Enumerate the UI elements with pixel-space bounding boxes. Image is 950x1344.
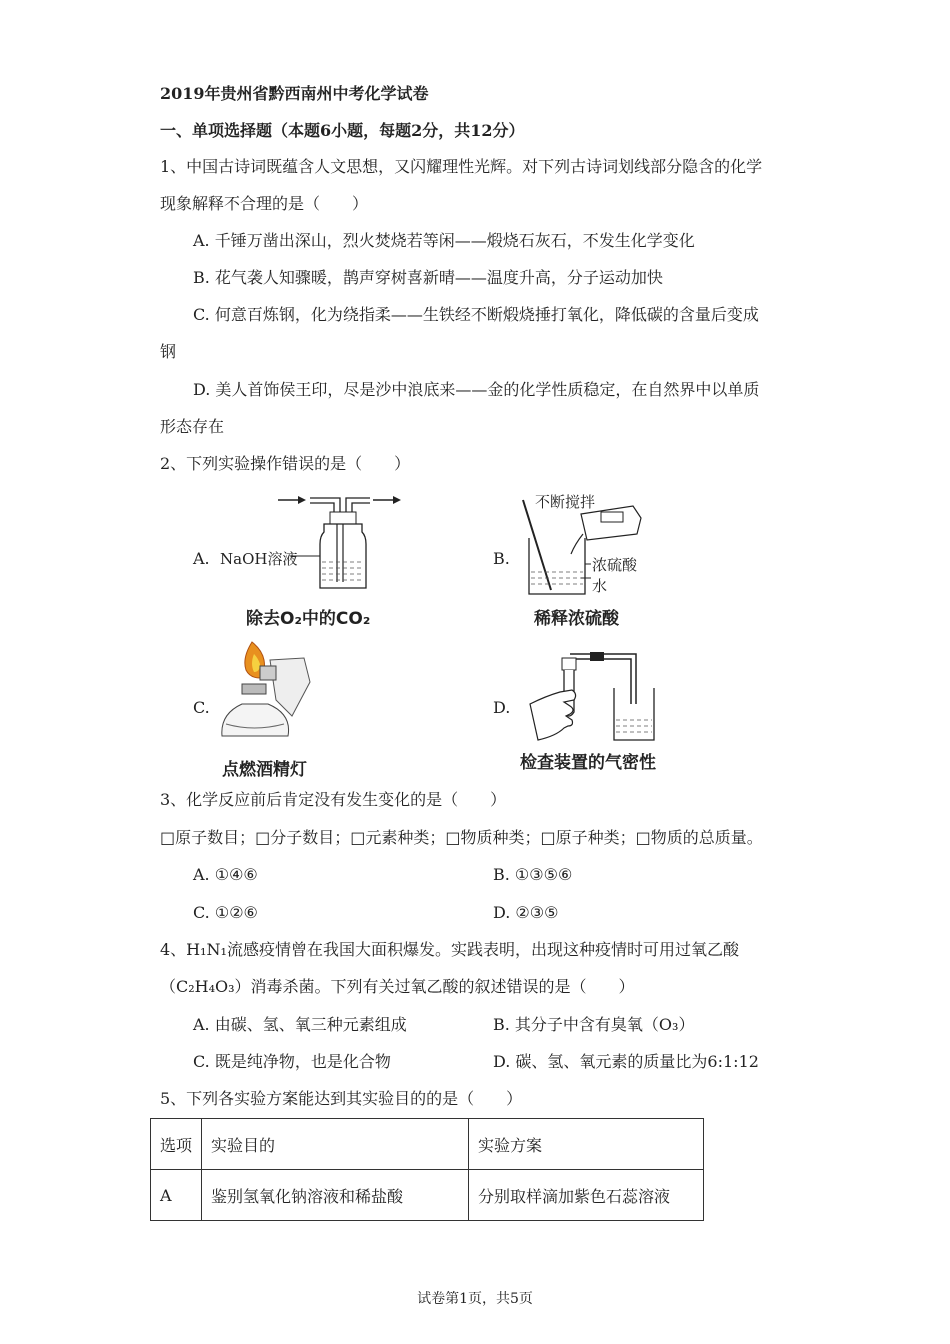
water-label: 水 [592,577,608,595]
figure-c-caption: 点燃酒精灯 [222,760,307,780]
q4-option-b: B. 其分子中含有臭氧（O₃） [493,1015,695,1034]
header-option: 选项 [151,1119,202,1170]
q1-option-b: B. 花气袭人知骤暖，鹊声穿树喜新晴——温度升高，分子运动加快 [193,268,663,287]
q1-option-c-line2: 钢 [160,342,177,361]
q4-option-c: C. 既是纯净物，也是化合物 [193,1052,391,1071]
q4-option-d: D. 碳、氢、氧元素的质量比为6:1:12 [493,1052,759,1071]
q1-option-d-line2: 形态存在 [160,417,225,436]
q2-option-a-letter: A. [193,549,210,568]
q3-option-a: A. ①④⑥ [193,865,258,884]
row-plan: 分别取样滴加紫色石蕊溶液 [469,1170,704,1221]
q3-option-d: D. ②③⑤ [493,903,559,922]
row-option: A [151,1170,202,1221]
page-footer: 试卷第1页，共5页 [417,1291,533,1307]
gas-washing-bottle-figure [270,490,410,600]
q1-option-d-line1: D. 美人首饰侯王印，尽是沙中浪底来——金的化学性质稳定，在自然界中以单质 [193,380,760,399]
header-purpose: 实验目的 [202,1119,469,1170]
q3-option-b: B. ①③⑤⑥ [493,865,573,884]
q2-option-b-letter: B. [493,549,510,568]
header-plan: 实验方案 [469,1119,704,1170]
q2-stem: 2、下列实验操作错误的是（ ） [160,454,411,473]
q5-stem: 5、下列各实验方案能达到其实验目的的是（ ） [160,1089,523,1108]
q3-option-c: C. ①②⑥ [193,903,258,922]
row-purpose: 鉴别氢氧化钠溶液和稀盐酸 [202,1170,469,1221]
experiment-table [150,1118,704,1221]
q4-option-a: A. 由碳、氢、氧三种元素组成 [193,1015,407,1034]
table-header-row [151,1119,704,1170]
q1-stem-line1: 1、中国古诗词既蕴含人文思想，又闪耀理性光辉。对下列古诗词划线部分隐含的化学 [160,157,763,176]
alcohol-lamp-figure [212,638,322,750]
q2-option-c-letter: C. [193,698,210,717]
figure-a-caption: 除去O₂中的CO₂ [246,609,371,629]
figure-b-caption: 稀释浓硫酸 [534,609,619,629]
stir-label: 不断搅拌 [535,493,596,511]
q4-stem-line2: （C₂H₄O₃）消毒杀菌。下列有关过氧乙酸的叙述错误的是（ ） [160,977,635,996]
q1-option-c-line1: C. 何意百炼钢，化为绕指柔——生铁经不断煅烧捶打氧化，降低碳的含量后变成 [193,305,759,324]
dilution-figure [515,494,645,598]
section-heading: 一、单项选择题（本题6小题，每题2分，共12分） [160,121,525,140]
naoh-solution-label: NaOH溶液 [220,550,298,568]
figure-d-caption: 检查装置的气密性 [520,753,656,773]
conc-acid-label: 浓硫酸 [592,556,638,574]
q1-option-a: A. 千锤万凿出深山，烈火焚烧若等闲——煅烧石灰石，不发生化学变化 [193,231,695,250]
q2-option-d-letter: D. [493,698,511,717]
exam-title: 2019年贵州省黔西南州中考化学试卷 [160,84,429,103]
q3-items: □原子数目；□分子数目；□元素种类；□物质种类；□原子种类；□物质的总质量。 [160,828,763,847]
airtightness-figure [526,644,666,750]
q3-stem: 3、化学反应前后肯定没有发生变化的是（ ） [160,790,507,809]
table-row [151,1170,704,1221]
q4-stem-line1: 4、H₁N₁流感疫情曾在我国大面积爆发。实践表明，出现这种疫情时可用过氧乙酸 [160,940,739,959]
q1-stem-line2: 现象解释不合理的是（ ） [160,194,369,213]
